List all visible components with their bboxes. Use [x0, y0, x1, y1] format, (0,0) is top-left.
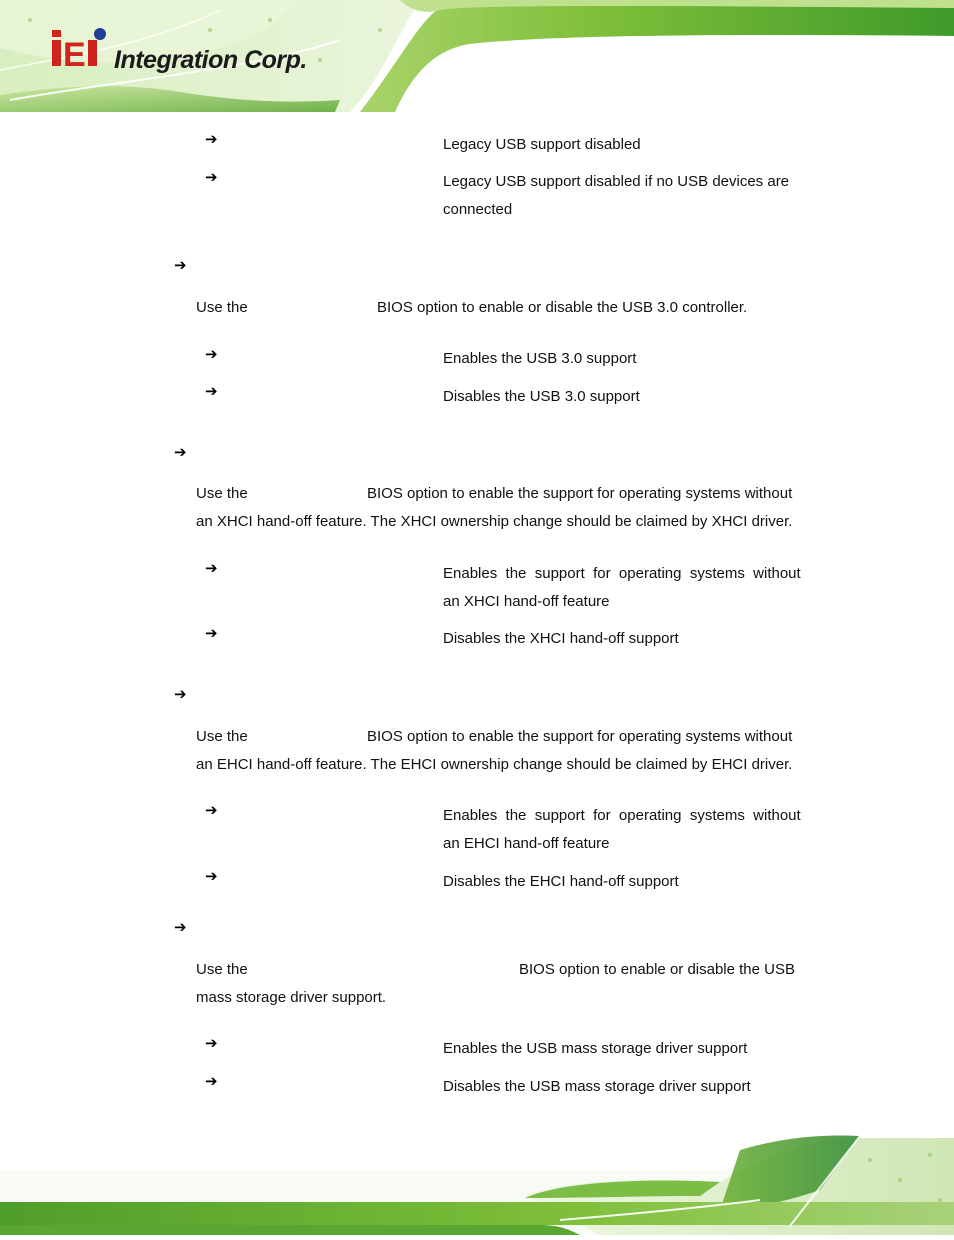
option-description-cont: an XHCI hand-off feature: [443, 593, 610, 610]
ehci-intro-prefix: Use the: [196, 728, 248, 745]
page-header: [0, 0, 954, 115]
right-arrow-icon: ➔: [205, 1072, 218, 1090]
footer-graphic: [0, 1130, 954, 1235]
iei-logo-icon: [50, 28, 340, 76]
section-arrow-icon: ➔: [174, 256, 187, 274]
option-description: Legacy USB support disabled: [443, 136, 641, 153]
option-description: Legacy USB support disabled if no USB devices are: [443, 173, 790, 190]
xhci-intro-suffix: BIOS option to enable the support for operating systems without: [367, 485, 793, 502]
ehci-intro-line2: an EHCI hand-off feature. The EHCI ownership change should be claimed by EHCI driver.: [196, 756, 793, 773]
option-description: Disables the XHCI hand-off support: [443, 630, 679, 647]
ehci-intro-suffix: BIOS option to enable the support for operating systems without: [367, 728, 793, 745]
section-arrow-icon: ➔: [174, 918, 187, 936]
option-description: Enables the USB 3.0 support: [443, 350, 637, 367]
option-description: Disables the USB mass storage driver support: [443, 1078, 751, 1095]
right-arrow-icon: ➔: [205, 801, 218, 819]
mass-storage-intro-prefix: Use the: [196, 961, 248, 978]
right-arrow-icon: ➔: [205, 168, 218, 186]
right-arrow-icon: ➔: [205, 867, 218, 885]
section-arrow-icon: ➔: [174, 685, 187, 703]
svg-text:Integration Corp.: Integration Corp.: [114, 46, 307, 74]
mass-storage-intro-line2: mass storage driver support.: [196, 989, 387, 1006]
right-arrow-icon: ➔: [205, 1034, 218, 1052]
option-description: Enables the support for operating systems without: [443, 807, 801, 824]
option-description-cont: an EHCI hand-off feature: [443, 835, 610, 852]
usb30-intro-prefix: Use the: [196, 299, 248, 316]
option-description: Disables the EHCI hand-off support: [443, 873, 679, 890]
right-arrow-icon: ➔: [205, 559, 218, 577]
company-logo: [50, 28, 340, 81]
option-description-cont: connected: [443, 201, 513, 218]
xhci-intro-prefix: Use the: [196, 485, 248, 502]
svg-text:E: E: [63, 36, 86, 74]
option-description: Enables the USB mass storage driver support: [443, 1040, 748, 1057]
section-arrow-icon: ➔: [174, 443, 187, 461]
option-description: Disables the USB 3.0 support: [443, 388, 640, 405]
mass-storage-intro-suffix: BIOS option to enable or disable the USB: [519, 961, 796, 978]
right-arrow-icon: ➔: [205, 130, 218, 148]
page-footer: [0, 1130, 954, 1235]
right-arrow-icon: ➔: [205, 382, 218, 400]
right-arrow-icon: ➔: [205, 345, 218, 363]
right-arrow-icon: ➔: [205, 624, 218, 642]
option-description: Enables the support for operating systems without: [443, 565, 801, 582]
usb30-intro-suffix: BIOS option to enable or disable the USB 3.0 controller.: [377, 299, 748, 316]
xhci-intro-line2: an XHCI hand-off feature. The XHCI ownership change should be claimed by XHCI driver.: [196, 513, 793, 530]
